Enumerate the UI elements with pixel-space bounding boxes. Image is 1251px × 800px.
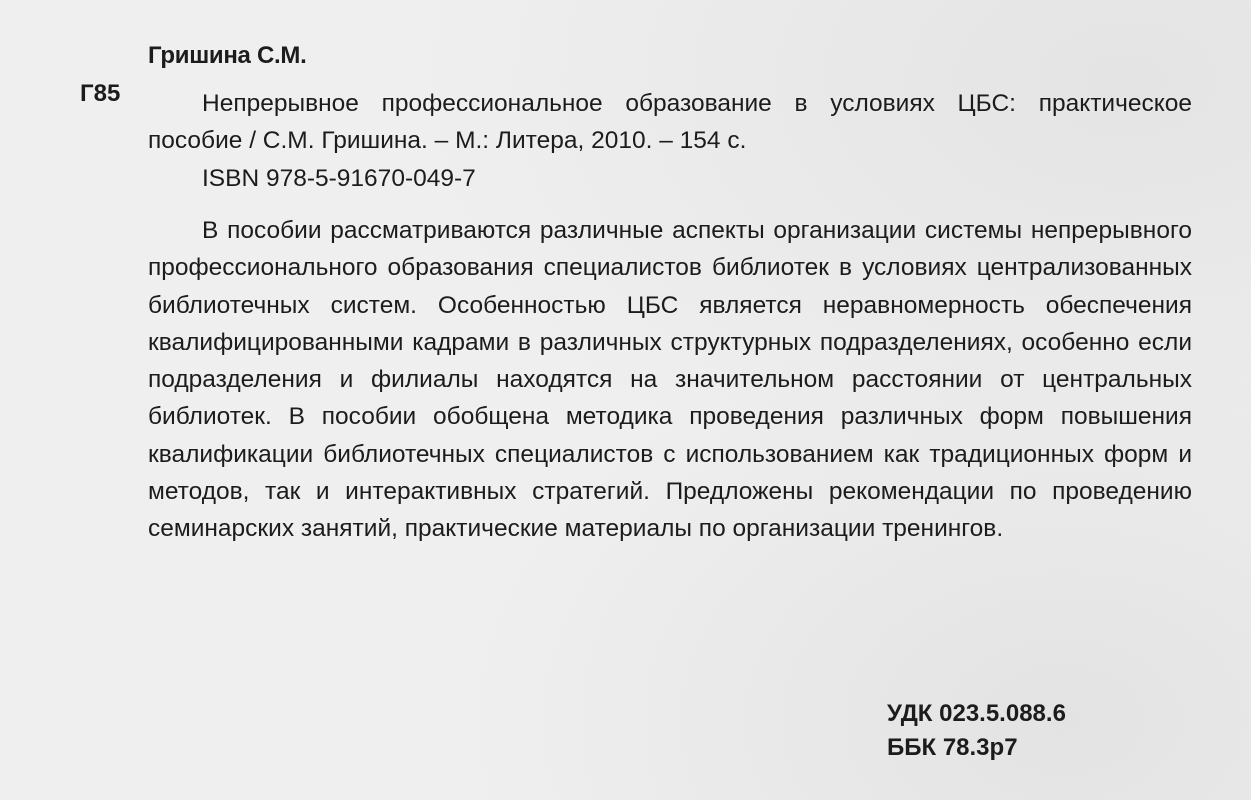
author-name: Гришина С.М. — [148, 42, 307, 69]
isbn-number: ISBN 978-5-91670-049-7 — [202, 165, 476, 192]
udk-classification: УДК 023.5.088.6 — [887, 700, 1066, 727]
bbk-classification: ББК 78.3р7 — [887, 734, 1018, 761]
abstract-paragraph: В пособии рассматриваются различные аспекты организации системы непрерывного профессионального образования специалистов библиотек в условиях централизованных библиотечных систем. Особенностью ЦБС является неравномерность обеспечения квалифицированными кадрами в различных структурных подразделениях, особенно если подразделения и филиалы находятся на значительном расстоянии от центральных библиотек. В пособии обобщена методика проведения различных форм повышения квалификации библиотечных специалистов с использованием как традиционных форм и методов, так и интерактивных стратегий. Предложены рекомендации по проведению семинарских занятий, практические материалы по организации тренингов. — [148, 217, 1192, 543]
bibliographic-title-entry: Непрерывное профессиональное образование в условиях ЦБС: практическое пособие / С.М. Гришина. – М.: Литера, 2010. – 154 с. — [148, 90, 1192, 155]
author-mark-code: Г85 — [80, 80, 121, 107]
